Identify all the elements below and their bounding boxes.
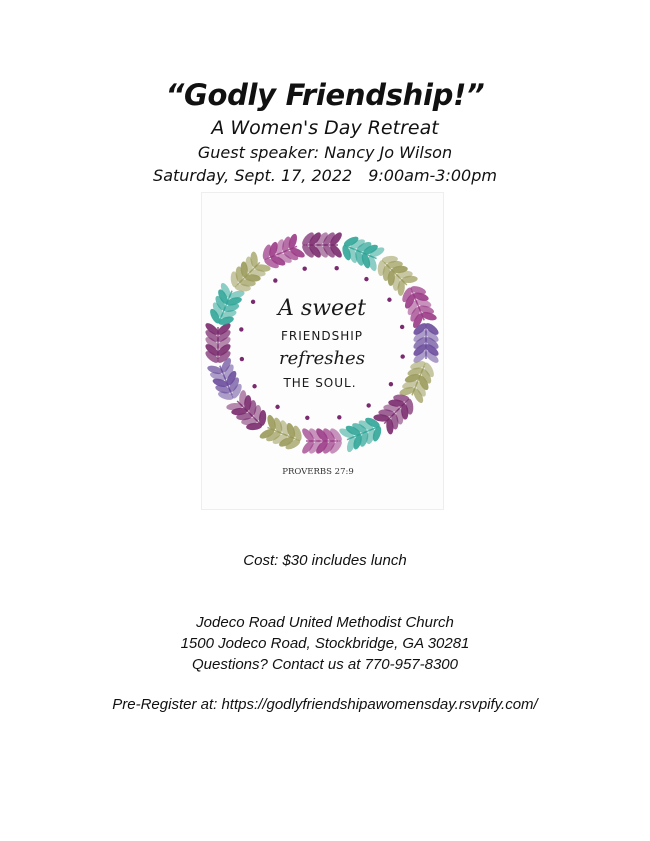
wreath-berry <box>273 278 277 282</box>
guest-speaker: Guest speaker: Nancy Jo Wilson <box>197 143 453 162</box>
wreath-berry <box>389 382 393 386</box>
wreath-berry <box>251 300 255 304</box>
flyer-title: “Godly Friendship!” <box>165 78 485 112</box>
contact-info: Questions? Contact us at 770-957-8300 <box>191 656 458 673</box>
quote-line-3: refreshes <box>279 348 365 369</box>
wreath-berry <box>252 384 256 388</box>
event-subtitle: A Women's Day Retreat <box>211 117 439 139</box>
wreath-berry <box>387 298 391 302</box>
quote-line-1: A sweet <box>278 296 366 321</box>
wreath-berry <box>364 277 368 281</box>
event-time: 9:00am-3:00pm <box>368 166 497 185</box>
quote-line-2: FRIENDSHIP <box>281 329 363 343</box>
church-address: 1500 Jodeco Road, Stockbridge, GA 30281 <box>180 635 470 652</box>
church-name: Jodeco Road United Methodist Church <box>196 614 454 631</box>
wreath-leaves <box>204 231 441 456</box>
scripture-reference: PROVERBS 27:9 <box>282 467 354 477</box>
event-datetime <box>0 166 650 185</box>
event-date: Saturday, Sept. 17, 2022 <box>153 166 353 185</box>
wreath-berry <box>275 405 279 409</box>
event-cost: Cost: $30 includes lunch <box>243 552 407 569</box>
wreath-berry <box>337 415 341 419</box>
wreath-berry <box>240 357 244 361</box>
wreath-berry <box>302 267 306 271</box>
wreath-berry <box>366 403 370 407</box>
wreath-berry <box>305 416 309 420</box>
wreath-berry <box>400 325 404 329</box>
registration-link: Pre-Register at: https://godlyfriendshipawomensday.rsvpify.com/ <box>112 696 538 713</box>
wreath-artwork <box>201 192 444 510</box>
wreath-illustration <box>202 193 443 509</box>
wreath-berry <box>334 266 338 270</box>
wreath-berry <box>239 327 243 331</box>
wreath-berry <box>400 354 404 358</box>
quote-line-4: THE SOUL. <box>283 376 357 390</box>
